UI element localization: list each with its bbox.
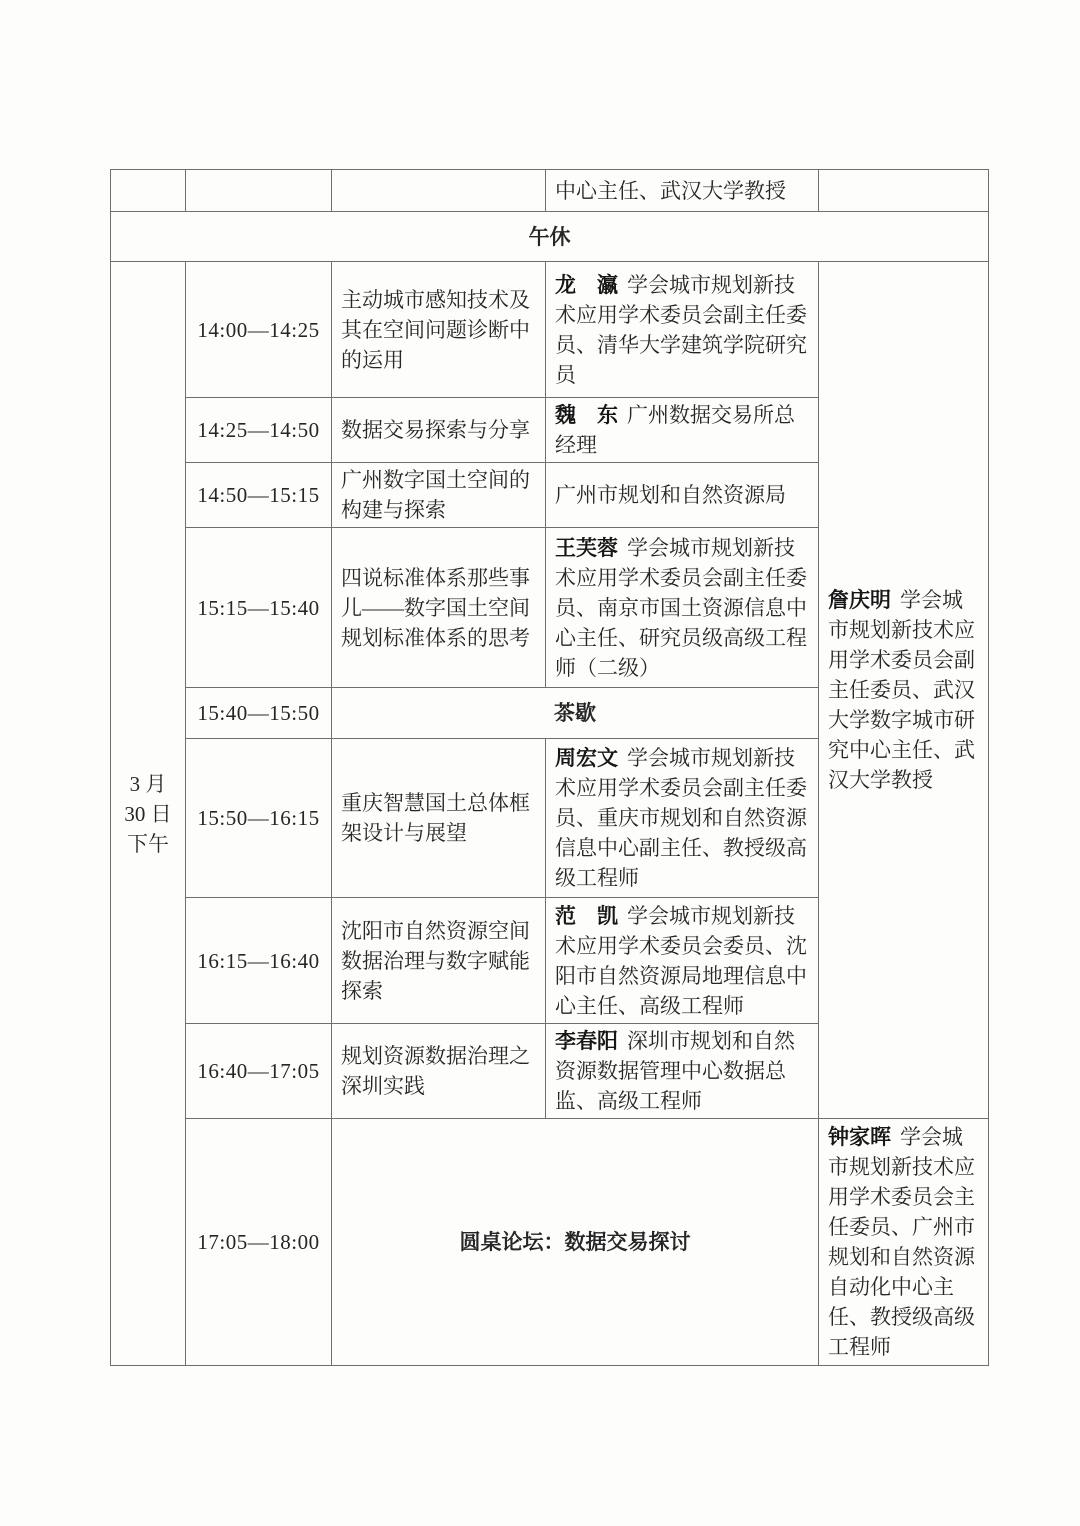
talk-title-cell: 数据交易探索与分享 (332, 398, 546, 463)
time-cell: 16:15—16:40 (186, 898, 332, 1024)
time-cell: 17:05—18:00 (186, 1119, 332, 1366)
speaker-cell (546, 1024, 819, 1119)
moderator-cell (819, 1119, 989, 1366)
moderator-cell (819, 262, 989, 1119)
talk-title-cell: 四说标准体系那些事儿——数字国土空间规划标准体系的思考 (332, 528, 546, 688)
empty-date-cell (111, 170, 186, 212)
lunch-break-row (111, 212, 989, 262)
speaker-cell (546, 739, 819, 898)
speaker-affiliation: 广州数据交易所总经理 (555, 403, 795, 457)
talk-title-cell: 规划资源数据治理之深圳实践 (332, 1024, 546, 1119)
session-date-line: 30 日 (124, 801, 172, 826)
lunch-break-label: 午休 (111, 212, 989, 262)
talk-title-cell: 主动城市感知技术及其在空间问题诊断中的运用 (332, 262, 546, 398)
time-cell: 14:50—15:15 (186, 463, 332, 528)
schedule-row (111, 262, 989, 398)
speaker-name: 魏 东 (555, 403, 618, 427)
speaker-affiliation: 学会城市规划新技术应用学术委员会副主任委员、南京市国土资源信息中心主任、研究员级高级工程师（二级） (555, 535, 807, 680)
speaker-cell (546, 262, 819, 398)
empty-title-cell (332, 170, 546, 212)
time-cell: 16:40—17:05 (186, 1024, 332, 1119)
moderator-name: 詹庆明 (828, 588, 891, 612)
time-cell: 15:40—15:50 (186, 688, 332, 739)
talk-title-cell: 广州数字国土空间的构建与探索 (332, 463, 546, 528)
carryover-row (111, 170, 989, 212)
speaker-affiliation: 学会城市规划新技术应用学术委员会委员、沈阳市自然资源局地理信息中心主任、高级工程师 (555, 903, 807, 1018)
carryover-speaker-cell (546, 170, 819, 212)
moderator-affiliation: 学会城市规划新技术应用学术委员会主任委员、广州市规划和自然资源自动化中心主任、教授级高级工程师 (828, 1125, 975, 1359)
conference-schedule-table (110, 169, 989, 1366)
session-date-line: 下午 (127, 831, 169, 856)
session-date-cell (111, 262, 186, 1366)
speaker-cell (546, 898, 819, 1024)
time-cell: 15:50—16:15 (186, 739, 332, 898)
carryover-speaker-text: 中心主任、武汉大学教授 (555, 178, 786, 203)
tea-break-cell: 茶歇 (332, 688, 819, 739)
speaker-affiliation: 学会城市规划新技术应用学术委员会副主任委员、清华大学建筑学院研究员 (555, 272, 807, 387)
roundtable-forum-cell: 圆桌论坛：数据交易探讨 (332, 1119, 819, 1366)
speaker-name: 李春阳 (555, 1029, 618, 1053)
session-date-line: 3 月 (129, 771, 167, 796)
moderator-affiliation: 学会城市规划新技术应用学术委员会副主任委员、武汉大学数字城市研究中心主任、武汉大学教授 (828, 588, 975, 792)
roundtable-row (111, 1119, 989, 1366)
speaker-affiliation: 深圳市规划和自然资源数据管理中心数据总监、高级工程师 (555, 1029, 795, 1113)
speaker-cell (546, 398, 819, 463)
empty-time-cell (186, 170, 332, 212)
empty-moderator-cell (819, 170, 989, 212)
speaker-cell (546, 528, 819, 688)
time-cell: 14:25—14:50 (186, 398, 332, 463)
talk-title-cell: 沈阳市自然资源空间数据治理与数字赋能探索 (332, 898, 546, 1024)
moderator-name: 钟家晖 (828, 1125, 891, 1149)
time-cell: 14:00—14:25 (186, 262, 332, 398)
speaker-name: 周宏文 (555, 746, 618, 770)
talk-title-cell: 重庆智慧国土总体框架设计与展望 (332, 739, 546, 898)
speaker-affiliation: 学会城市规划新技术应用学术委员会副主任委员、重庆市规划和自然资源信息中心副主任、教授级高级工程师 (555, 746, 807, 890)
speaker-name: 王芙蓉 (555, 535, 618, 560)
speaker-cell (546, 463, 819, 528)
speaker-affiliation: 广州市规划和自然资源局 (555, 483, 786, 507)
speaker-name: 龙 瀛 (555, 272, 618, 297)
time-cell: 15:15—15:40 (186, 528, 332, 688)
speaker-name: 范 凯 (555, 903, 618, 928)
